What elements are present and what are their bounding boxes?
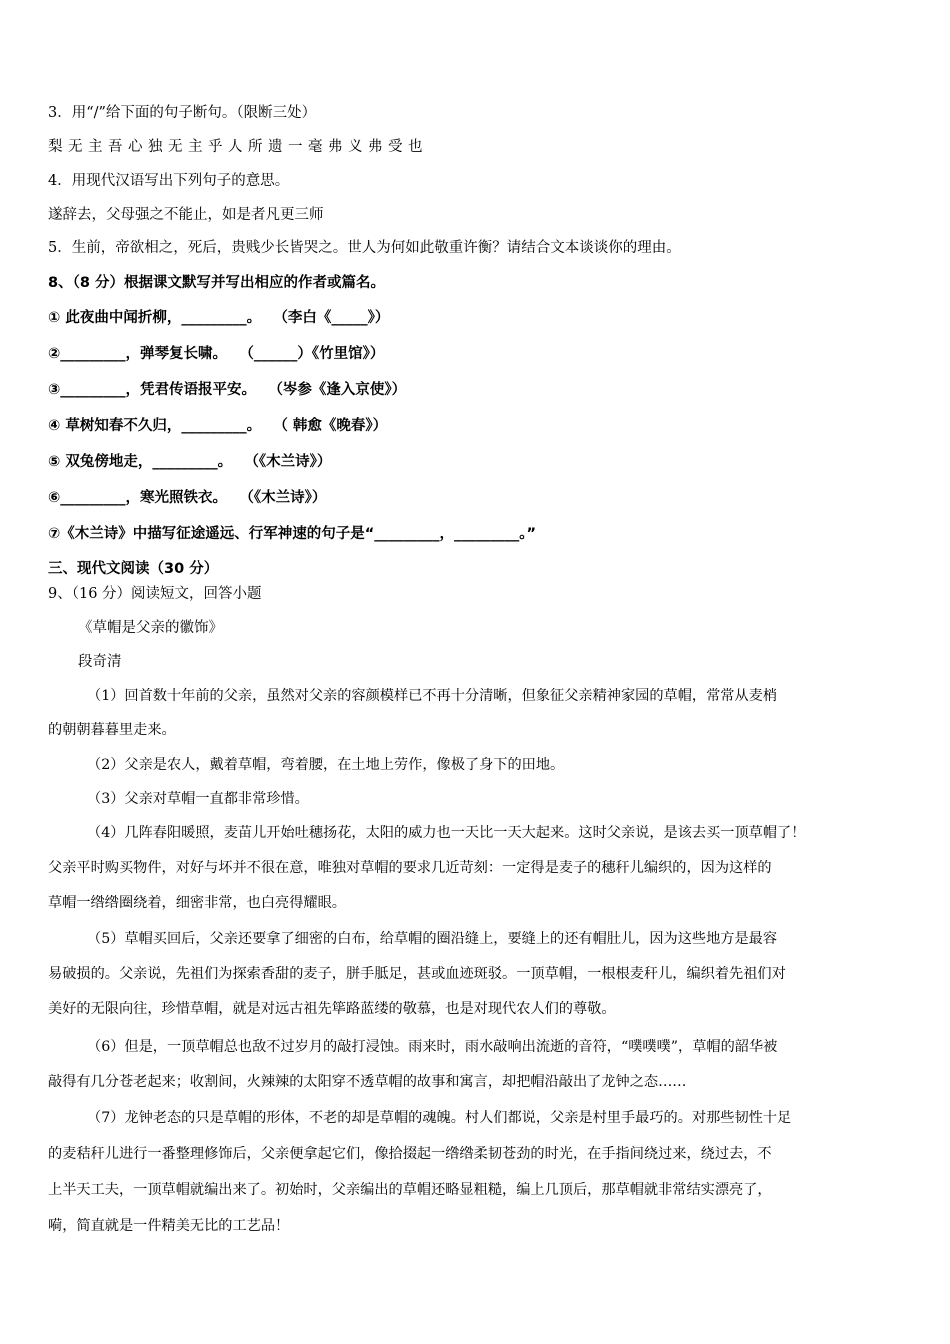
article-line: 敲得有几分苍老起来；收割间，火辣辣的太阳穿不透草帽的故事和寓言，却把帽沿敲出了龙钟之态……	[48, 1074, 687, 1090]
article-line: （7）龙钟老态的只是草帽的形体，不老的却是草帽的魂魄。村人们都说，父亲是村里手最巧的。对那些韧性十足	[87, 1110, 792, 1126]
article-line: （1）回首数十年前的父亲，虽然对父亲的容颜模样已不再十分清晰，但象征父亲精神家园的草帽，常常从麦梢	[87, 688, 778, 704]
article-line: 的麦秸秆儿进行一番整理修饰后，父亲便拿起它们，像拾掇起一绺绺柔韧苍劲的时光，在手指间绕过来，绕过去，不	[48, 1146, 772, 1162]
article-line: 草帽一绺绺圈绕着，细密非常，也白亮得耀眼。	[48, 895, 346, 911]
article-author: 段奇清	[78, 654, 122, 670]
q8-item-1: ① 此夜曲中闻折柳，_________。 （李白《_____》）	[48, 310, 390, 326]
section-3-title: 三、现代文阅读（30 分）	[48, 561, 219, 577]
q4-sentence: 遂辞去，父母强之不能止，如是者凡更三师	[48, 207, 324, 223]
q8-item-4: ④ 草树知春不久归，_________。 （ 韩愈《晚春》）	[48, 418, 388, 434]
q8-item-7: ⑦《木兰诗》中描写征途遥远、行军神速的句子是“_________，_________。”	[48, 526, 537, 542]
article-line: （6）但是，一顶草帽总也敌不过岁月的敲打浸蚀。雨来时，雨水敲响出流逝的音符，“噗噗噗”，草帽的韶华被	[87, 1039, 778, 1055]
q8-item-3: ③_________，凭君传语报平安。 （岑参《逢入京使》）	[48, 382, 407, 398]
article-line: 父亲平时购买物件，对好与坏并不很在意，唯独对草帽的要求几近苛刻：一定得是麦子的穗秆儿编织的，因为这样的	[48, 860, 772, 876]
q8-item-5: ⑤ 双兔傍地走，_________。 （《木兰诗》）	[48, 454, 332, 470]
article-line: （4）几阵春阳暖照，麦苗儿开始吐穗扬花，太阳的威力也一天比一天大起来。这时父亲说，是该去买一顶草帽了！	[87, 825, 806, 841]
article-line: 嗬，简直就是一件精美无比的工艺品！	[48, 1218, 290, 1234]
article-line: 的朝朝暮暮里走来。	[48, 722, 176, 738]
q8-item-6: ⑥_________，寒光照铁衣。 （《木兰诗》）	[48, 490, 327, 506]
q5-prompt: 5．生前，帝欲相之，死后，贵贱少长皆哭之。世人为何如此敬重许衡？请结合文本谈谈你的理由。	[48, 240, 681, 256]
article-line: （3）父亲对草帽一直都非常珍惜。	[87, 791, 309, 807]
q8-item-2: ②_________，弹琴复长啸。 （______）《竹里馆》）	[48, 346, 385, 362]
q4-prompt: 4．用现代汉语写出下列句子的意思。	[48, 173, 290, 189]
article-line: 上半天工夫，一顶草帽就编出来了。初始时，父亲编出的草帽还略显粗糙，编上几顶后，那草帽就非常结实漂亮了，	[48, 1182, 772, 1198]
q8-header: 8、（8 分）根据课文默写并写出相应的作者或篇名。	[48, 275, 385, 291]
article-line: （2）父亲是农人，戴着草帽，弯着腰，在土地上劳作，像极了身下的田地。	[87, 757, 565, 773]
q3-prompt: 3．用“/”给下面的句子断句。（限断三处）	[48, 105, 317, 121]
article-line: （5）草帽买回后，父亲还要拿了细密的白布，给草帽的圈沿缝上，要缝上的还有帽肚儿，因为这些地方是最容	[87, 931, 778, 947]
article-line: 易破损的。父亲说，先祖们为探索香甜的麦子，胼手胝足，甚或血迹斑驳。一顶草帽，一根根麦秆儿，编织着先祖们对	[48, 966, 786, 982]
article-title: 《草帽是父亲的徽饰》	[78, 620, 223, 636]
q3-sentence: 梨无主吾心独无主乎人所遗一毫弗义弗受也	[48, 139, 428, 155]
article-line: 美好的无限向往，珍惜草帽，就是对远古祖先筚路蓝缕的敬慕，也是对现代农人们的尊敬。	[48, 1001, 616, 1017]
q9-header: 9、（16 分）阅读短文，回答小题	[48, 586, 262, 602]
